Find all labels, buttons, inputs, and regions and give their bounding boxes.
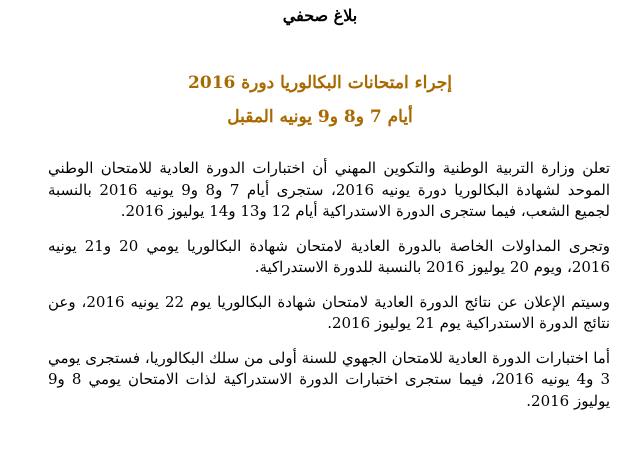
headline-line-1: إجراء امتحانات البكالوريا دورة 2016 (188, 73, 452, 93)
paragraph-4: أما اختبارات الدورة العادية للامتحان الجهوي للسنة أولى من سلك البكالوريا، فستجرى يومي 3 و4 يونيه 2016، فيما ستجرى اختبارات الدورة الاستدراكية لذات الامتحان يومي 8 و9 يوليوز 2016. (48, 348, 611, 410)
paragraph-3: وسيتم الإعلان عن نتائج الدورة العادية لامتحان شهادة البكالوريا يوم 22 يونيه 2016، وعن نتائج الدورة الاستدراكية يوم 21 يوليوز 2016. (48, 292, 610, 332)
paragraph-2: وتجرى المداولات الخاصة بالدورة العادية لامتحان شهادة البكالوريا يومي 20 و21 يونيه 2016، ويوم 20 يوليوز 2016 بالنسبة للدورة الاستدراكية. (48, 236, 611, 276)
headline-line-2: أيام 7 و8 و9 يونيه المقبل (227, 107, 413, 127)
headline (0, 66, 640, 134)
paragraph-1: تعلن وزارة التربية الوطنية والتكوين المهني أن اختبارات الدورة العادية للامتحان الوطني الموحد لشهادة البكالوريا دورة يونيه 2016، ستجرى أيام 7 و8 و9 يونيه 2016 بالنسبة لجميع الشعب، فيما ستجرى الدورة الاستدراكية أيام 12 و13 و14 يوليوز 2016. (48, 159, 611, 220)
press-release-title: بلاغ صحفي (282, 6, 358, 25)
body-text (48, 158, 610, 425)
